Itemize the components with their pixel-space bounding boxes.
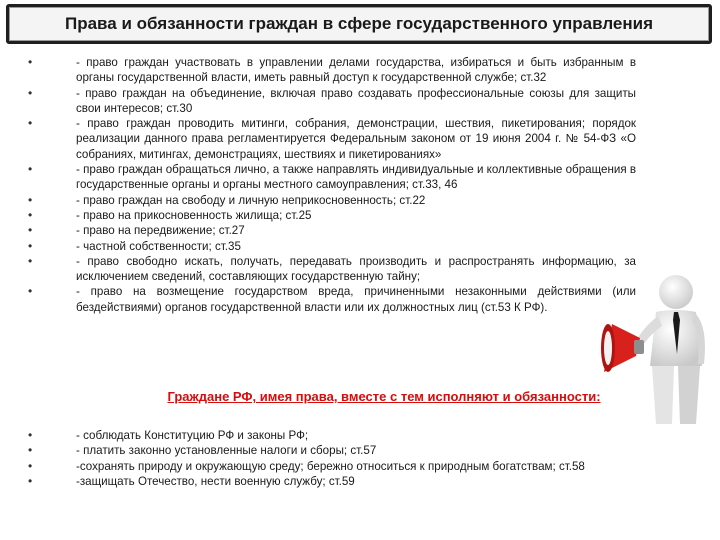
right-text: - право на возмещение государством вреда, причиненными незаконными действиями (или бездействиями) органов государственной власти или их должностных лиц (ст.53 К РФ). — [76, 285, 636, 314]
rights-list — [28, 55, 636, 315]
list-item — [28, 428, 636, 443]
right-text: - право свободно искать, получать, передавать производить и распространять информацию, за исключением сведений, составляющих государственную тайну; — [76, 254, 636, 284]
bullet: • — [28, 116, 33, 131]
bullet: • — [28, 192, 33, 207]
duty-text: -защищать Отечество, нести военную службу; ст.59 — [76, 474, 355, 488]
megaphone-figure-illustration — [592, 268, 720, 428]
duty-text: - соблюдать Конституцию РФ и законы РФ; — [76, 429, 309, 442]
bullet: • — [28, 162, 33, 177]
right-text: - право граждан на свободу и личную неприкосновенность; ст.22 — [76, 193, 426, 207]
list-item — [28, 284, 636, 315]
list-item — [28, 86, 636, 117]
list-item — [28, 193, 636, 208]
list-item — [28, 55, 636, 86]
right-text: - право на передвижение; ст.27 — [76, 224, 245, 238]
bullet: • — [28, 85, 33, 100]
right-text: - право на прикосновенность жилища; ст.25 — [76, 208, 312, 222]
bullet: • — [28, 55, 33, 69]
right-text: - частной собственности; ст.35 — [76, 239, 241, 253]
megaphone-icon — [601, 324, 644, 372]
right-text: - право граждан обращаться лично, а также направлять индивидуальные и коллективные обращения в государственные органы и органы местного самоуправления; ст.33, 46 — [76, 163, 636, 192]
page-title: Права и обязанности граждан в сфере государственного управления — [65, 14, 653, 33]
bullet: • — [28, 253, 33, 268]
bullet: • — [28, 473, 33, 488]
list-item — [28, 116, 636, 162]
bullet: • — [28, 443, 33, 458]
list-item — [28, 162, 636, 193]
list-item — [28, 459, 636, 474]
duty-text: - платить законно установленные налоги и сборы; ст.57 — [76, 444, 377, 458]
duties-heading: Граждане РФ, имея права, вместе с тем исполняют и обязанности: — [167, 389, 601, 404]
right-text: - право граждан на объединение, включая право создавать профессиональные союзы для защиты свои интересов; ст.30 — [76, 86, 636, 115]
list-item — [28, 223, 636, 238]
list-item — [28, 474, 636, 489]
bullet: • — [28, 207, 33, 222]
duty-text: -сохранять природу и окружающую среду; бережно относиться к природным богатствам; ст.58 — [76, 459, 585, 473]
list-item — [28, 208, 636, 223]
bullet: • — [28, 223, 33, 238]
bullet: • — [28, 238, 33, 253]
right-text: - право граждан участвовать в управлении делами государства, избираться и быть избранным в органы государственной власти, иметь равный доступ к государственной службе; ст.32 — [76, 56, 636, 85]
bullet: • — [28, 284, 33, 299]
right-text: - право граждан проводить митинги, собрания, демонстрации, шествия, пикетирования; порядок реализации данного права регламентируется Федеральным законом от 19 июня 2004 г. № 54-ФЗ «О собраниях, митингах, демонстрациях, шествиях и пикетированиях» — [76, 117, 636, 161]
title-bar — [6, 4, 712, 44]
list-item — [28, 443, 636, 458]
list-item — [28, 254, 636, 285]
list-item — [28, 239, 636, 254]
bullet: • — [28, 428, 33, 442]
bullet: • — [28, 458, 33, 473]
duties-list — [28, 428, 636, 489]
